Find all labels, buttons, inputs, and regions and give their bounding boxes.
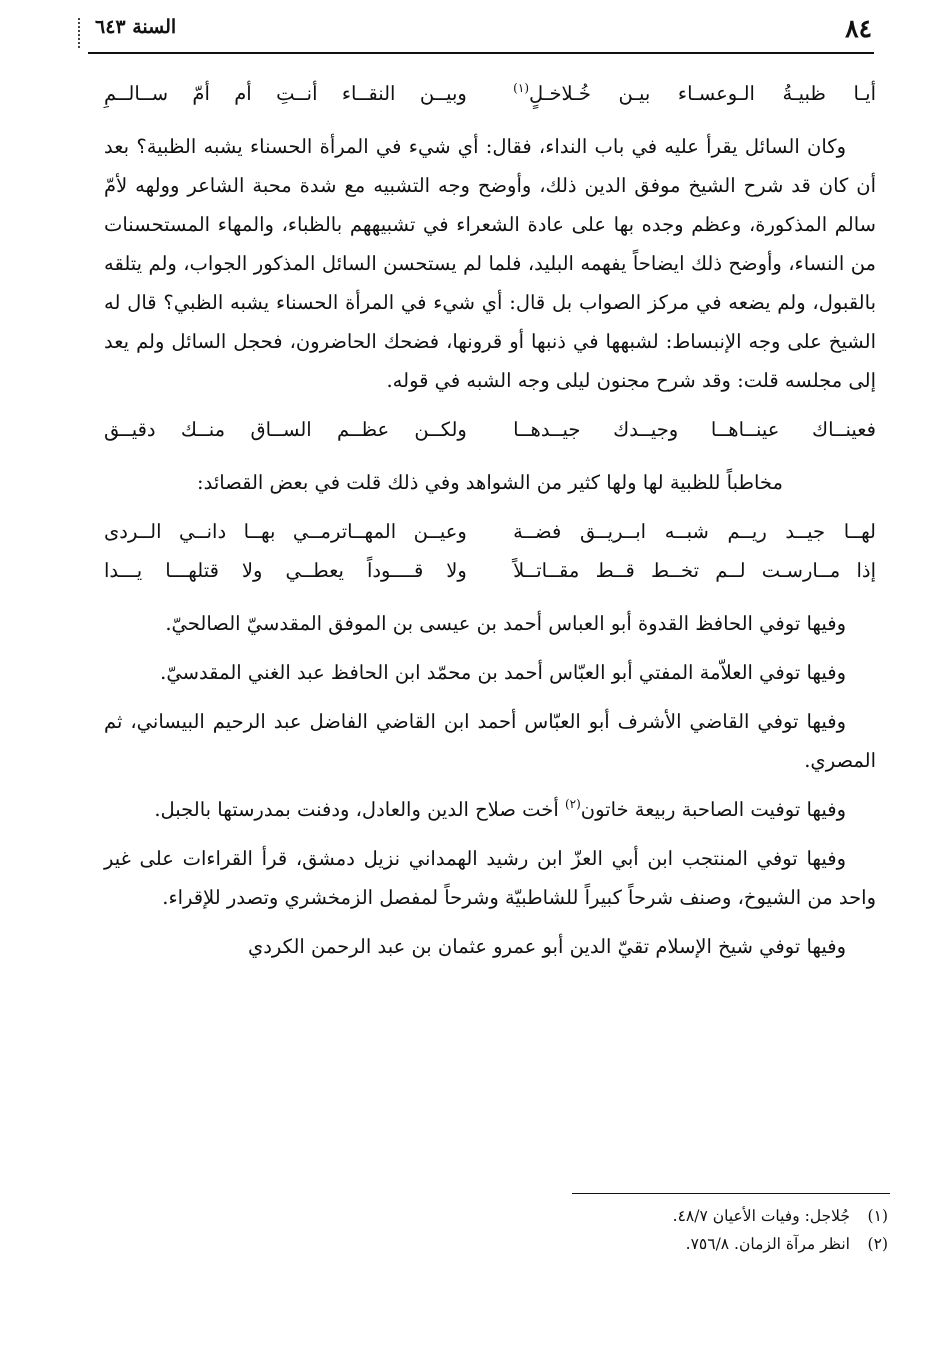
page-number: ٨٤ [845, 14, 872, 43]
margin-mark [78, 18, 86, 48]
verse-block-1 [104, 74, 876, 113]
paragraph-6: وفيها توفي المنتجب ابن أبي العزّ ابن رشيد الهمداني نزيل دمشق، قرأ القراءات على غير واحد من الشيوخ، وصنف شرحاً كبيراً للشاطبيّة وشرحاً لمفصل الزمخشري وتصدر للإقراء. [104, 847, 876, 909]
verse-intro: مخاطباً للظبية لها ولها كثير من الشواهد وفي ذلك قلت في بعض القصائد: [197, 471, 783, 494]
paragraph-7: وفيها توفي شيخ الإسلام تقيّ الدين أبو عمرو عثمان بن عبد الرحمن الكردي [247, 935, 846, 958]
verse-first-hemistich: أيـا ظبيـةُ الـوعسـاء بيـن خُـلاخـلٍ$^{(١)}$ [513, 81, 876, 105]
verse-line [104, 512, 876, 551]
verse-block-3 [104, 512, 876, 590]
paragraph-2: وفيها توفي الحافظ القدوة أبو العباس أحمد بن عيسى بن الموفق المقدسيّ الصالحيّ. [165, 612, 846, 635]
verse-line [104, 551, 876, 590]
verse-first-hemistich: إذا مــارسـت لــم تخــط قــط مقــاتــلاً [513, 559, 876, 582]
footnote-ref-1: (١) [513, 81, 529, 95]
footnote-number: (١) [867, 1207, 888, 1225]
paragraph-4: وفيها توفي القاضي الأشرف أبو العبّاس أحمد ابن القاضي الفاضل عبد الرحيم البيساني، ثم المصري. [104, 710, 876, 772]
verse-line [104, 410, 876, 449]
verse-second-hemistich: وعيــن المهــاترمــي بهــا دانــي الــردى [104, 520, 467, 543]
header-rule [88, 52, 874, 54]
running-head-year: السنة ٦٤٣ [95, 16, 177, 38]
page-header [95, 14, 872, 50]
page-body [104, 68, 876, 976]
paragraph-3: وفيها توفي العلاّمة المفتي أبو العبّاس أحمد بن محمّد ابن الحافظ عبد الغني المقدسيّ. [160, 661, 846, 684]
footnote-ref-2: (٢) [564, 797, 581, 811]
verse-first-hemistich: لهــا جيــد ريــم شبــه ابــريــق فضــة [513, 520, 876, 543]
paragraph-5: وفيها توفيت الصاحبة ربيعة خاتون$^{(٢)}$ أخت صلاح الدين والعادل، ودفنت بمدرستها بالجبل. [154, 797, 846, 821]
verse-second-hemistich: ولكــن عظــم الســاق منــك دقيــق [104, 418, 467, 441]
footnote-number: (٢) [867, 1235, 888, 1253]
paragraph-1: وكان السائل يقرأ عليه في باب النداء، فقال: أي شيء في المرأة الحسناء يشبه الظبية؟ بعد أن كان قد شرح الشيخ موفق الدين ذلك، وأوضح وجه التشبيه مع شدة محبة الشاعر وولهه لأمّ سالم المذكورة، وعظم وجده بها على عادة الشعراء في تشبيههم بالظباء، والمهاء المستحسنات من النساء، وأوضح ذلك ايضاحاً يفهمه البليد، فلما لم يستحسن السائل المذكور الجواب، ولم يتلقه بالقبول، ولم يضعه في مركز الصواب بل قال: أي شيء في المرأة الحسناء يشبه الظبي؟ قال له الشيخ على وجه الإنبساط: لشبهها في ذنبها أو قرونها، فضحك الحاضرون، فحجل السائل ولم يعد إلى مجلسه قلت: وقد شرح مجنون ليلى وجه الشبه في قوله. [104, 135, 876, 392]
footnote-rule [572, 1193, 890, 1194]
verse-line [104, 74, 876, 113]
footnote [104, 1230, 888, 1258]
verse-first-hemistich: فعينــاك عينــاهــا وجيــدك جيــدهــا [513, 418, 876, 441]
footnote-text: انظر مرآة الزمان. ٧٥٦/٨. [685, 1235, 850, 1253]
footnote-text: جُلاجل: وفيات الأعيان ٤٨/٧. [672, 1207, 850, 1225]
verse-block-2 [104, 410, 876, 449]
verse-second-hemistich: ولا قــــوداً يعطــي ولا قتلهـــا يـــدا [104, 559, 467, 582]
verse-second-hemistich: وبيــن النقــاء أنــتِ أم أمّ ســالــمِ [104, 82, 467, 105]
footnotes [104, 1202, 888, 1258]
footnote [104, 1202, 888, 1230]
